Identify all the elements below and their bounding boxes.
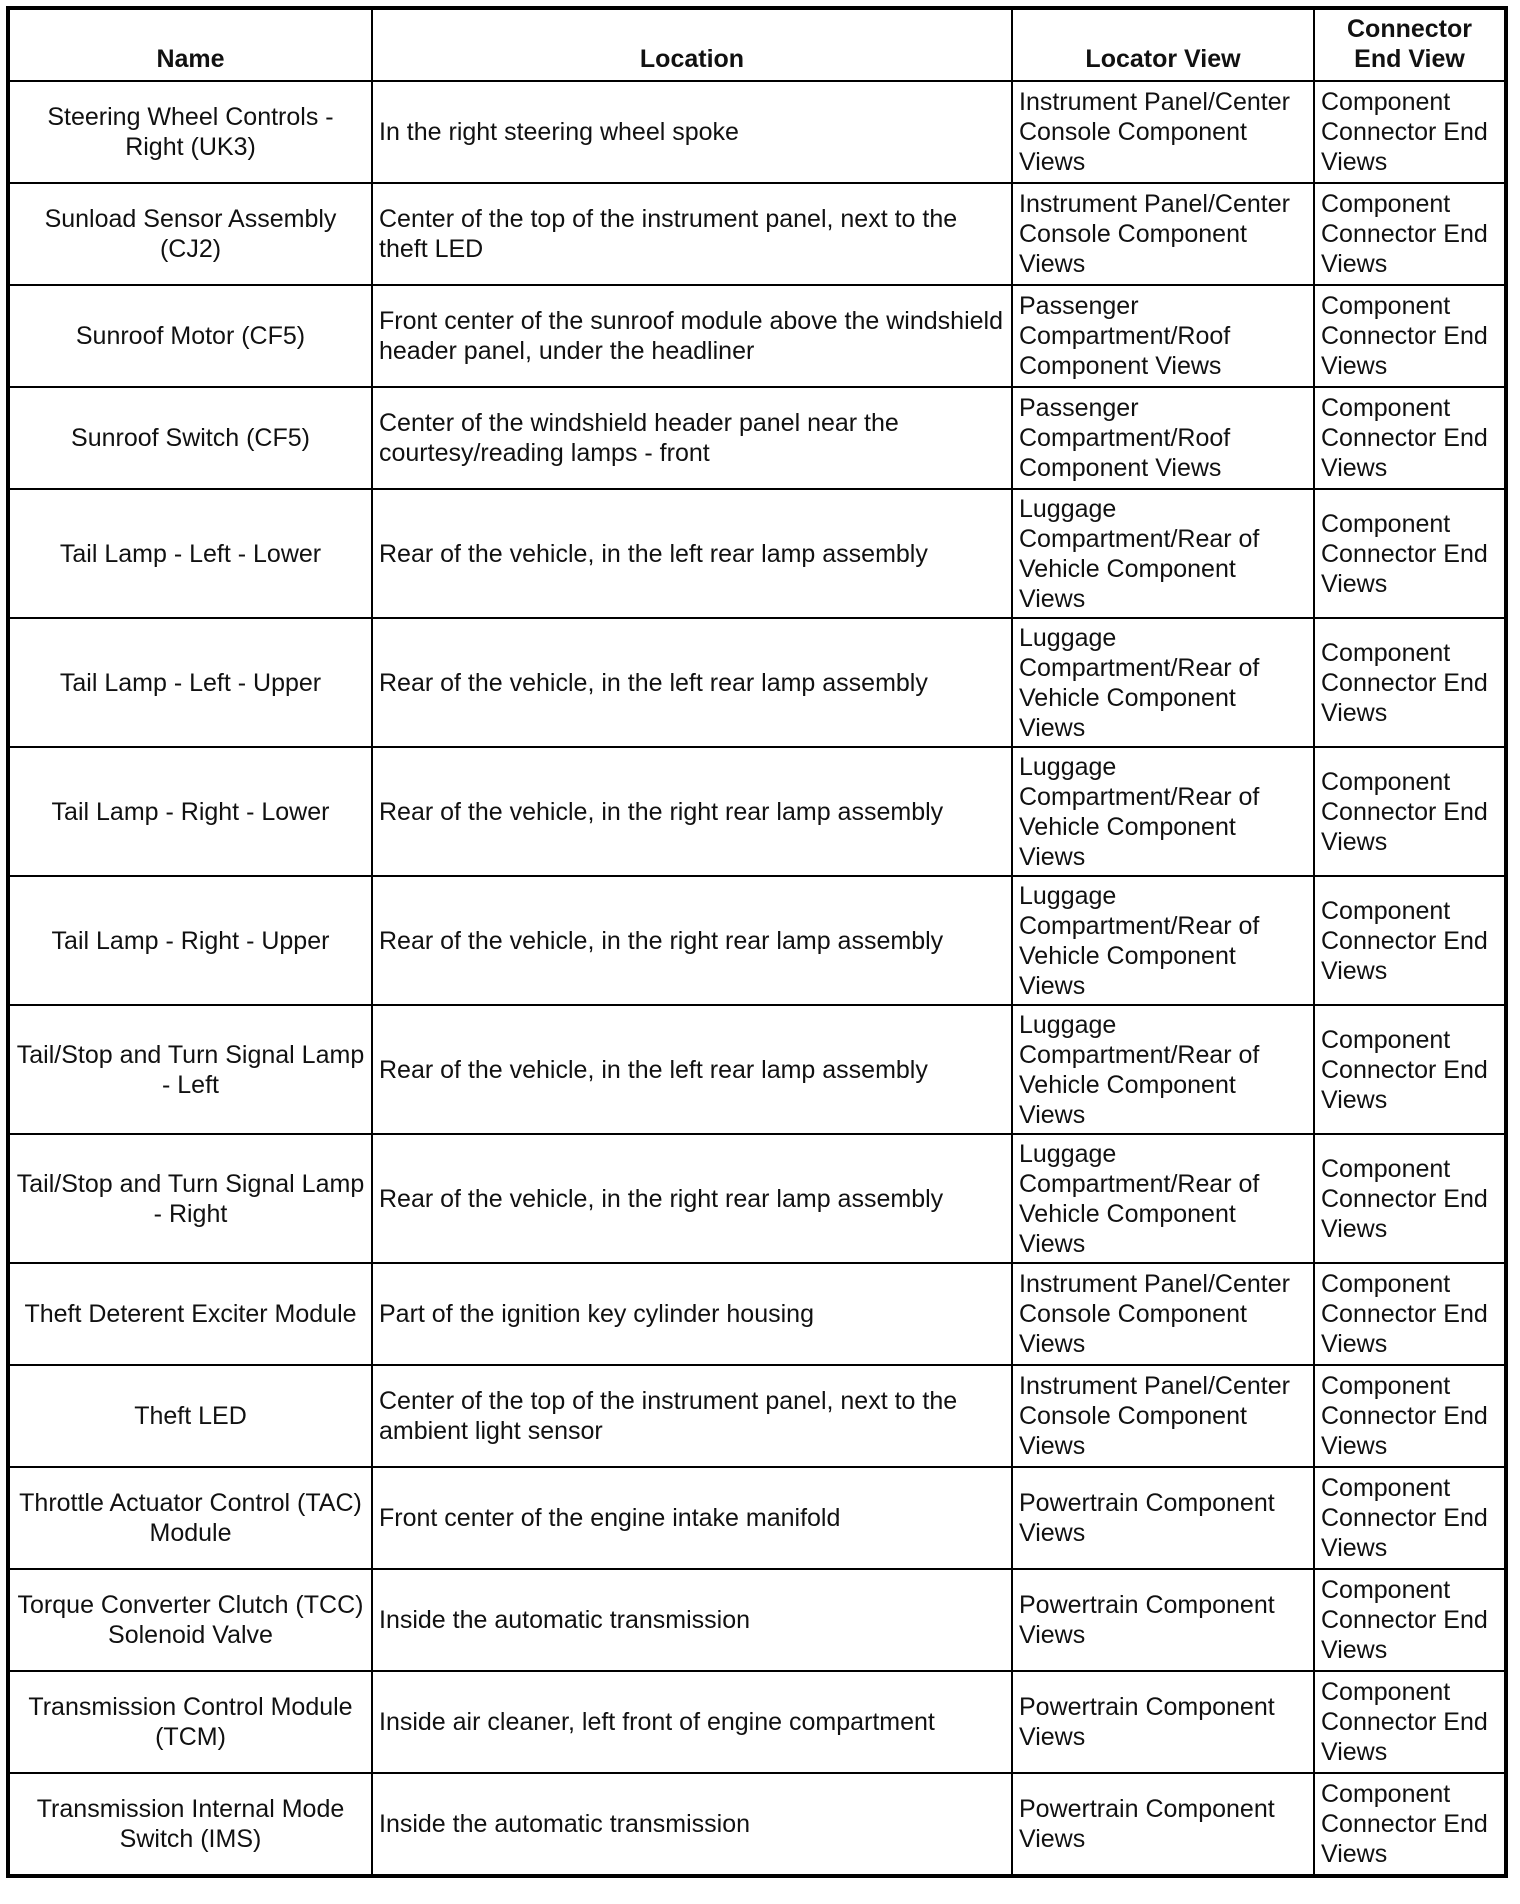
column-header-location: Location — [372, 8, 1012, 81]
cell-locator-view: Instrument Panel/Center Console Component Views — [1012, 81, 1314, 183]
cell-locator-view: Luggage Compartment/Rear of Vehicle Component Views — [1012, 747, 1314, 876]
cell-connector-end-view: Component Connector End Views — [1314, 183, 1506, 285]
cell-name: Theft Deterent Exciter Module — [8, 1263, 372, 1365]
cell-locator-view: Instrument Panel/Center Console Component Views — [1012, 1365, 1314, 1467]
cell-name: Sunroof Motor (CF5) — [8, 285, 372, 387]
cell-location: Rear of the vehicle, in the right rear lamp assembly — [372, 747, 1012, 876]
cell-connector-end-view: Component Connector End Views — [1314, 1773, 1506, 1876]
table-row — [8, 1365, 1506, 1467]
cell-locator-view: Passenger Compartment/Roof Component Views — [1012, 285, 1314, 387]
cell-connector-end-view: Component Connector End Views — [1314, 1134, 1506, 1263]
cell-connector-end-view: Component Connector End Views — [1314, 1005, 1506, 1134]
cell-location: Rear of the vehicle, in the left rear lamp assembly — [372, 618, 1012, 747]
cell-connector-end-view: Component Connector End Views — [1314, 1569, 1506, 1671]
column-header-locator-view: Locator View — [1012, 8, 1314, 81]
cell-location: Rear of the vehicle, in the left rear lamp assembly — [372, 489, 1012, 618]
cell-name: Tail Lamp - Left - Lower — [8, 489, 372, 618]
cell-connector-end-view: Component Connector End Views — [1314, 1263, 1506, 1365]
cell-name: Throttle Actuator Control (TAC) Module — [8, 1467, 372, 1569]
table-row — [8, 1134, 1506, 1263]
cell-connector-end-view: Component Connector End Views — [1314, 489, 1506, 618]
cell-connector-end-view: Component Connector End Views — [1314, 618, 1506, 747]
cell-location: Inside the automatic transmission — [372, 1569, 1012, 1671]
cell-connector-end-view: Component Connector End Views — [1314, 1365, 1506, 1467]
table-row — [8, 81, 1506, 183]
cell-location: In the right steering wheel spoke — [372, 81, 1012, 183]
cell-location: Rear of the vehicle, in the left rear lamp assembly — [372, 1005, 1012, 1134]
cell-name: Tail Lamp - Right - Upper — [8, 876, 372, 1005]
cell-name: Transmission Control Module (TCM) — [8, 1671, 372, 1773]
component-locator-table — [6, 6, 1508, 1878]
column-header-name: Name — [8, 8, 372, 81]
cell-name: Sunload Sensor Assembly (CJ2) — [8, 183, 372, 285]
cell-connector-end-view: Component Connector End Views — [1314, 1467, 1506, 1569]
table-row — [8, 1773, 1506, 1876]
table-row — [8, 387, 1506, 489]
cell-name: Transmission Internal Mode Switch (IMS) — [8, 1773, 372, 1876]
cell-connector-end-view: Component Connector End Views — [1314, 747, 1506, 876]
cell-locator-view: Luggage Compartment/Rear of Vehicle Component Views — [1012, 489, 1314, 618]
cell-location: Center of the windshield header panel near the courtesy/reading lamps - front — [372, 387, 1012, 489]
cell-locator-view: Powertrain Component Views — [1012, 1671, 1314, 1773]
cell-name: Steering Wheel Controls - Right (UK3) — [8, 81, 372, 183]
cell-name: Tail/Stop and Turn Signal Lamp - Right — [8, 1134, 372, 1263]
table-row — [8, 489, 1506, 618]
cell-name: Tail Lamp - Left - Upper — [8, 618, 372, 747]
table-header-row — [8, 8, 1506, 81]
cell-name: Tail Lamp - Right - Lower — [8, 747, 372, 876]
cell-connector-end-view: Component Connector End Views — [1314, 285, 1506, 387]
table-row — [8, 1263, 1506, 1365]
cell-location: Part of the ignition key cylinder housing — [372, 1263, 1012, 1365]
cell-name: Tail/Stop and Turn Signal Lamp - Left — [8, 1005, 372, 1134]
table-row — [8, 285, 1506, 387]
cell-locator-view: Luggage Compartment/Rear of Vehicle Component Views — [1012, 1134, 1314, 1263]
cell-locator-view: Luggage Compartment/Rear of Vehicle Component Views — [1012, 876, 1314, 1005]
cell-location: Front center of the engine intake manifold — [372, 1467, 1012, 1569]
cell-locator-view: Luggage Compartment/Rear of Vehicle Component Views — [1012, 618, 1314, 747]
cell-location: Inside the automatic transmission — [372, 1773, 1012, 1876]
cell-name: Torque Converter Clutch (TCC) Solenoid Valve — [8, 1569, 372, 1671]
cell-location: Inside air cleaner, left front of engine compartment — [372, 1671, 1012, 1773]
cell-locator-view: Instrument Panel/Center Console Component Views — [1012, 183, 1314, 285]
table-row — [8, 183, 1506, 285]
table-row — [8, 876, 1506, 1005]
cell-connector-end-view: Component Connector End Views — [1314, 876, 1506, 1005]
cell-location: Front center of the sunroof module above the windshield header panel, under the headliner — [372, 285, 1012, 387]
cell-connector-end-view: Component Connector End Views — [1314, 1671, 1506, 1773]
component-locator-table-container — [6, 6, 1504, 1878]
cell-location: Center of the top of the instrument panel, next to the ambient light sensor — [372, 1365, 1012, 1467]
cell-locator-view: Powertrain Component Views — [1012, 1467, 1314, 1569]
table-row — [8, 747, 1506, 876]
cell-locator-view: Instrument Panel/Center Console Component Views — [1012, 1263, 1314, 1365]
table-row — [8, 1005, 1506, 1134]
cell-locator-view: Powertrain Component Views — [1012, 1773, 1314, 1876]
cell-locator-view: Luggage Compartment/Rear of Vehicle Component Views — [1012, 1005, 1314, 1134]
table-row — [8, 1569, 1506, 1671]
cell-connector-end-view: Component Connector End Views — [1314, 81, 1506, 183]
cell-location: Rear of the vehicle, in the right rear lamp assembly — [372, 876, 1012, 1005]
cell-name: Sunroof Switch (CF5) — [8, 387, 372, 489]
column-header-connector-end-view: Connector End View — [1314, 8, 1506, 81]
table-row — [8, 618, 1506, 747]
cell-location: Rear of the vehicle, in the right rear lamp assembly — [372, 1134, 1012, 1263]
cell-locator-view: Powertrain Component Views — [1012, 1569, 1314, 1671]
table-row — [8, 1671, 1506, 1773]
cell-connector-end-view: Component Connector End Views — [1314, 387, 1506, 489]
cell-name: Theft LED — [8, 1365, 372, 1467]
cell-locator-view: Passenger Compartment/Roof Component Views — [1012, 387, 1314, 489]
cell-location: Center of the top of the instrument panel, next to the theft LED — [372, 183, 1012, 285]
table-row — [8, 1467, 1506, 1569]
